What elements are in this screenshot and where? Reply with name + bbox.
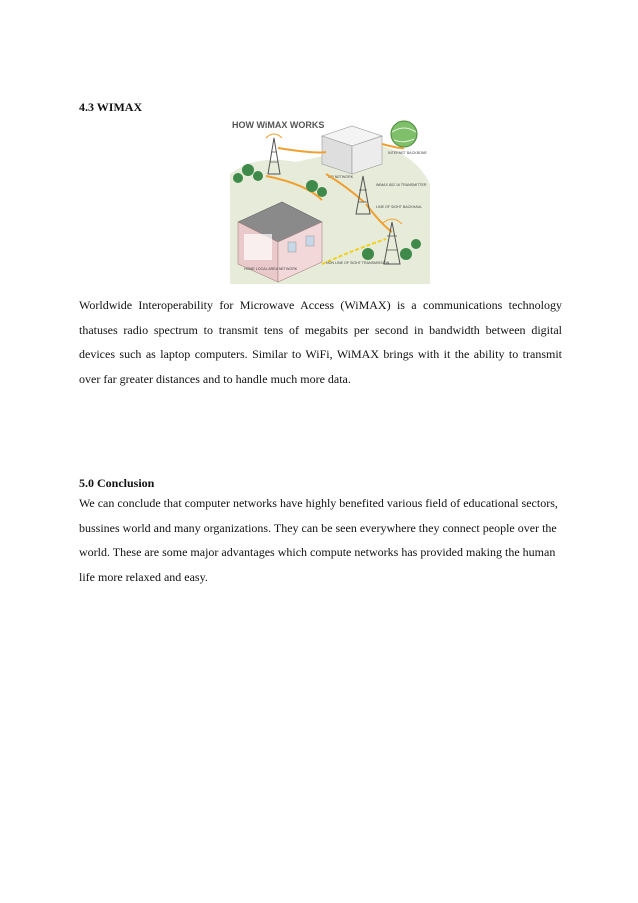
globe-icon xyxy=(391,121,417,147)
section-heading-conclusion: 5.0 Conclusion xyxy=(79,476,155,490)
label-home-lan: HOME LOCAL AREA NETWORK xyxy=(244,267,298,271)
label-nlos: NON LINE OF SIGHT TRANSMISSION xyxy=(326,261,390,265)
label-transmitter: WiMAX 802.16 TRANSMITTER xyxy=(376,183,427,187)
conclusion-paragraph: We can conclude that computer networks have highly benefited various field of educational sectors, bussines world and many organizations. They can be seen everywhere they connect people over the world. These are some major advantages which compute networks has provided making the human life more relaxed and easy. xyxy=(79,496,558,584)
isp-building-icon xyxy=(322,126,382,174)
section-heading-wimax: 4.3 WIMAX xyxy=(79,100,143,114)
label-internet-backbone: INTERNET BACKBONE xyxy=(388,151,427,155)
figure-title: HOW WiMAX WORKS xyxy=(232,120,325,130)
label-isp-network: ISP NETWORK xyxy=(328,175,354,179)
wimax-paragraph: Worldwide Interoperability for Microwave Access (WiMAX) is a communications technology thatuses radio spectrum to transmit tens of megabits per second in bandwidth between digital devices such as laptop computers. Similar to WiFi, WiMAX brings with it the ability to transmit over far greater distances and to handle much more data. xyxy=(79,298,562,386)
label-los-backhaul: LINE OF SIGHT BACKHAUL xyxy=(376,205,423,209)
wimax-diagram xyxy=(226,114,434,291)
